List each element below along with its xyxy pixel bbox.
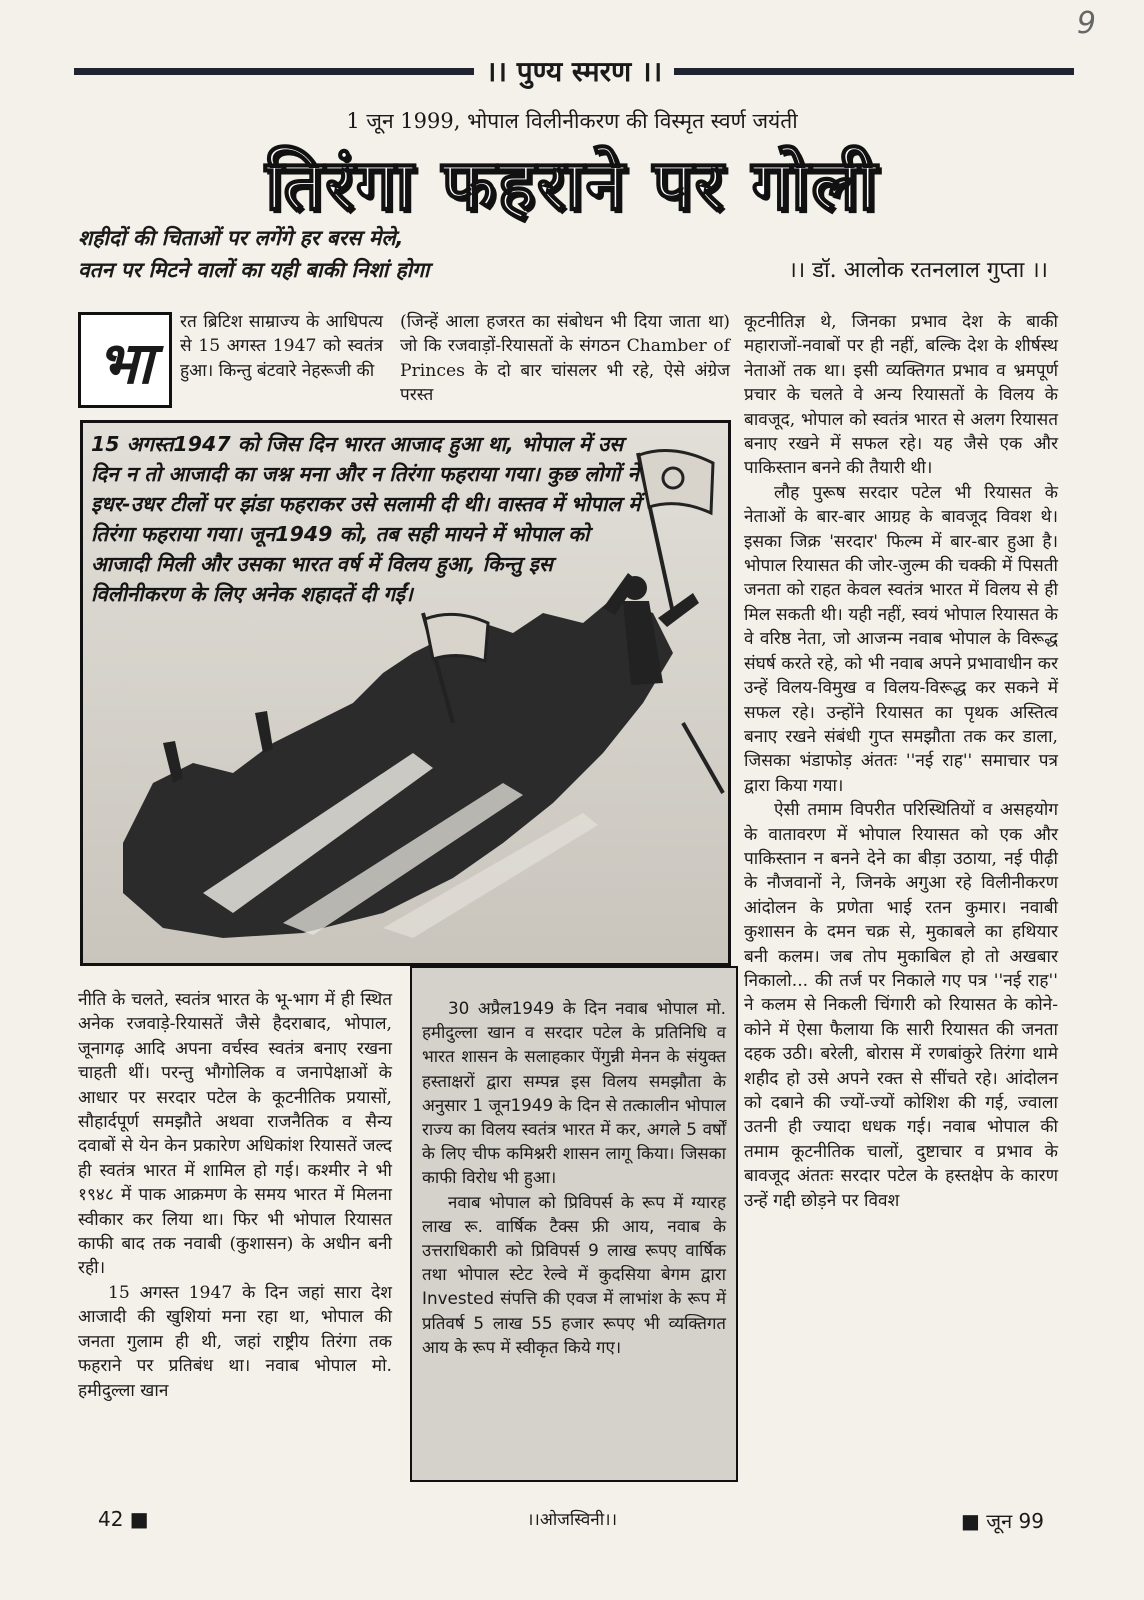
- author-byline: ।। डॉ. आलोक रतनलाल गुप्ता ।।: [788, 258, 1048, 283]
- right-paragraph-3: ऐसी तमाम विपरीत परिस्थितियों व असहयोग के वातावरण में भोपाल रियासत को एक और पाकिस्तान न बनने देने का बीड़ा उठाया, नई पीढ़ी के नौजवानों ने, जिनके अगुआ रहे विलीनीकरण आंदोलन के प्रणेता भाई रतन कुमार। नवाबी कुशासन के दमन चक्र से, मुकाबले का हथियार बनी कलम। जब तोप मुकाबिल हो तो अखबार निकालो... की तर्ज पर निकाले गए पत्र ''नई राह'' ने कलम से निकली चिंगारी को रियासत के कोने-कोने में ऐसा फैलाया कि सारी रियासत की जनता दहक उठी। बरेली, बोरास में रणबांकुरे तिरंगा थामे शहीद हो उसे अपने रक्त से सींचते रहे। आंदोलन को दबाने की ज्यों-ज्यों कोशिश की गई, ज्वाला उतनी ही ज्यादा धधक गई। नवाब भोपाल की तमाम कूटनीतिक चालों, दुष्टाचार व प्रभाव के बावजूद अंततः सरदार पटेल के हस्तक्षेप के कारण उन्हें गद्दी छोड़ने पर विवश: [744, 800, 1058, 1211]
- drop-cap-letter: भा: [97, 328, 153, 397]
- section-header: [74, 54, 1074, 88]
- illustration-caption: 15 अगस्त1947 को जिस दिन भारत आजाद हुआ था, भोपाल में उस दिन न तो आजादी का जश्न मना और न तिरंगा फहराया गया। कुछ लोगों ने इधर-उधर टीलों पर झंडा फहराकर उसे सलामी दी थी। वास्तव में भोपाल में तिरंगा फहराया गया। जून1949 को, तब सही मायने में भोपाल को आजादी मिली और उसका भारत वर्ष में विलय हुआ, किन्तु इस विलीनीकरण के लिए अनेक शहादतें दी गईं।: [91, 432, 641, 606]
- couplet: [78, 222, 429, 286]
- body-column-left: [78, 988, 392, 1403]
- body-column-right: [744, 310, 1058, 1213]
- article-headline: तिरंगा फहराने पर गोली: [265, 144, 879, 226]
- footer-page-number: 42 ■: [98, 1507, 149, 1531]
- intro-column-2: [400, 310, 730, 408]
- intro-paragraph-2: (जिन्हें आला हजरत का संबोधन भी दिया जाता था) जो कि रजवाड़ों-रियासतों के संगठन Chamber of Princes के दो बार चांसलर भी रहे, ऐसे अंग्रेज परस्त: [400, 312, 730, 406]
- illustration-box: [80, 420, 731, 966]
- intro-column-1: [180, 310, 383, 383]
- couplet-line-1: शहीदों की चिताओं पर लगेंगे हर बरस मेले,: [78, 226, 404, 250]
- footer-magazine-name: ।।ओजस्विनी।।: [526, 1510, 618, 1530]
- sidebar-box: [410, 966, 738, 1482]
- header-rule-right: [674, 68, 1074, 75]
- body-paragraph-1: नीति के चलते, स्वतंत्र भारत के भू-भाग में ही स्थित अनेक रजवाड़े-रियासतें जैसे हैदराबाद, भोपाल, जूनागढ़ आदि अपना वर्चस्व स्वतंत्र बनाए रखना चाहती थीं। परन्तु भौगोलिक व जनापेक्षाओं के आधार पर सरदार पटेल के कूटनीतिक प्रयासों, सौहार्दपूर्ण समझौते अथवा राजनैतिक व सैन्य दवाबों से येन केन प्रकारेण अधिकांश रियासतें जल्द ही स्वतंत्र भारत में शामिल हो गई। कश्मीर ने भी १९४८ में पाक आक्रमण के समय भारत में मिलना स्वीकार कर लिया था। फिर भी भोपाल रियासत काफी बाद तक नवाबी (कुशासन) के अधीन बनी रही।: [78, 990, 392, 1279]
- body-paragraph-2: 15 अगस्त 1947 के दिन जहां सारा देश आजादी की खुशियां मना रहा था, भोपाल की जनता गुलाम ही थी, जहां राष्ट्रीय तिरंगा तक फहराने पर प्रतिबंध था। नवाब भोपाल मो. हमीदुल्ला खान: [78, 1282, 392, 1401]
- handwritten-page-number: 9: [1076, 6, 1096, 41]
- sidebar-text: [422, 996, 726, 1359]
- section-label: ।। पुण्य स्मरण ।।: [485, 55, 663, 88]
- footer-issue: ■ जून 99: [960, 1509, 1044, 1533]
- sidebar-paragraph-2: नवाब भोपाल को प्रिविपर्स के रूप में ग्यारह लाख रू. वार्षिक टैक्स फ्री आय, नवाब के उत्तराधिकारी को प्रिविपर्स 9 लाख रूपए वार्षिक तथा भोपाल स्टेट रेल्वे में कुदसिया बेगम द्वारा Invested संपत्ति की एवज में लाभांश के रूप में प्रतिवर्ष 5 लाख 55 हजार रूपए भी व्यक्तिगत आय के रूप में स्वीकृत किये गए।: [422, 1191, 726, 1357]
- right-paragraph-1: कूटनीतिज्ञ थे, जिनका प्रभाव देश के बाकी महाराजों-नवाबों पर ही नहीं, बल्कि देश के शीर्षस्थ नेताओं तक था। इसी व्यक्तिगत प्रभाव व भ्रमपूर्ण प्रचार के चलते वे अन्य रियासतों के विलय के बावजूद, भोपाल को स्वतंत्र भारत से अलग रियासत बनाए रखने में सफल रहे। यह जैसे एक और पाकिस्तान बनने की तैयारी थी।: [744, 312, 1058, 479]
- header-rule-left: [74, 68, 474, 75]
- couplet-line-2: वतन पर मिटने वालों का यही बाकी निशां होगा: [78, 258, 430, 282]
- article-subtitle: 1 जून 1999, भोपाल विलीनीकरण की विस्मृत स्वर्ण जयंती: [346, 109, 798, 133]
- right-paragraph-2: लौह पुरूष सरदार पटेल भी रियासत के नेताओं के बार-बार आग्रह के बावजूद विवश थे। इसका जिक्र 'सरदार' फिल्म में बार-बार हुआ है। भोपाल रियासत की जोर-जुल्म की चक्की में पिसती जनता को राहत केवल स्वतंत्र भारत में विलय से ही मिल सकती थी। यही नहीं, स्वयं भोपाल रियासत के वे वरिष्ठ नेता, जो आजन्म नवाब भोपाल के विरूद्ध संघर्ष करते रहे, को भी नवाब अपने प्रभावाधीन कर उन्हें विलय-विमुख व विलय-विरूद्ध कर सकने में सफल रहे। उन्होंने रियासत का पृथक अस्तित्व बनाए रखने संबंधी गुप्त समझौता तक कर डाला, जिसका भंडाफोड़ अंततः ''नई राह'' समाचार पत्र द्वारा किया गया।: [744, 482, 1058, 796]
- sidebar-paragraph-1: 30 अप्रैल1949 के दिन नवाब भोपाल मो. हमीदुल्ला खान व सरदार पटेल के प्रतिनिधि व भारत शासन के सलाहकार पेंगुन्नी मेनन के संयुक्त हस्ताक्षरों द्वारा सम्पन्न इस विलय समझौता के अनुसार 1 जून1949 के दिन से तत्कालीन भोपाल राज्य का विलय स्वतंत्र भारत में कर, अगले 5 वर्षों के लिए चीफ कमिश्नरी शासन लागू किया। जिसका काफी विरोध भी हुआ।: [422, 998, 726, 1188]
- drop-cap: [78, 312, 172, 408]
- intro-paragraph-1: रत ब्रिटिश साम्राज्य के आधिपत्य से 15 अगस्त 1947 को स्वतंत्र हुआ। किन्तु बंटवारे नेहरूजी की: [180, 312, 383, 381]
